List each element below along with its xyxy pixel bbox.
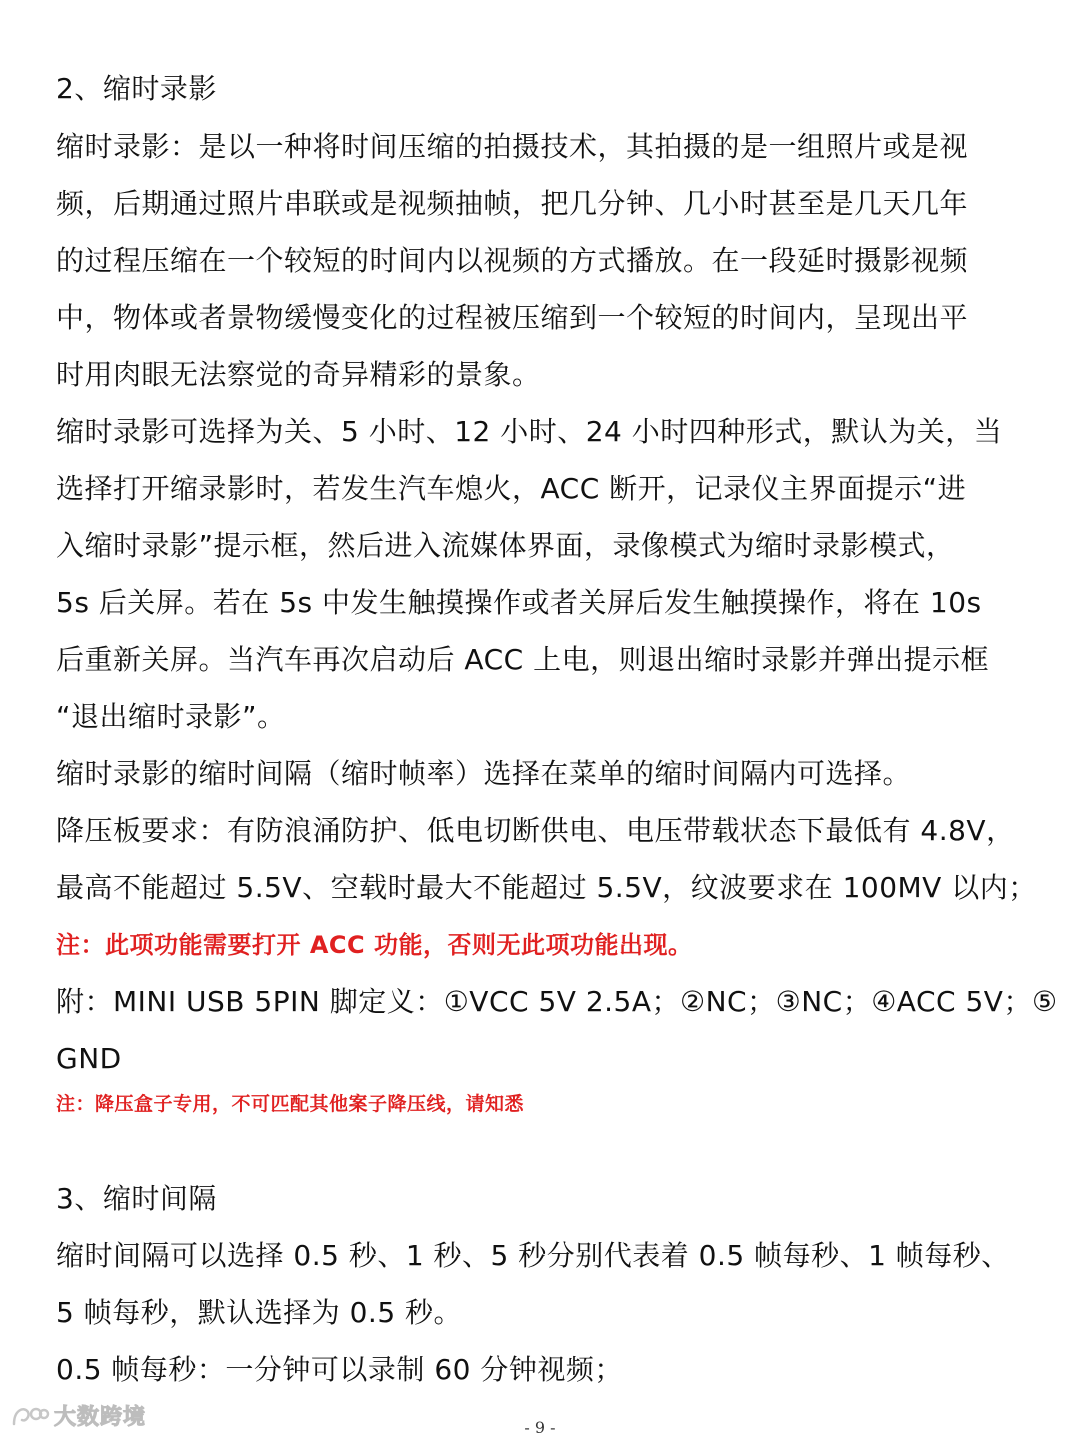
page-number: - 9 - [524,1418,556,1437]
pin-definition-line-1: 附：MINI USB 5PIN 脚定义：①VCC 5V 2.5A；②NC；③NC；④ACC 5V；⑤ [56,985,1058,1018]
section-2-paragraph-1-line-4: 中，物体或者景物缓慢变化的过程被压缩到一个较短的时间内，呈现出平 [56,301,969,334]
section-2-paragraph-1-line-5: 时用肉眼无法察觉的奇异精彩的景象。 [56,358,541,391]
section-2-paragraph-1-line-2: 频，后期通过照片串联或是视频抽帧，把几分钟、几小时甚至是几天几年 [56,187,969,220]
section-2-paragraph-2-line-1: 缩时录影可选择为关、5 小时、12 小时、24 小时四种形式，默认为关，当 [56,415,1003,448]
section-2-paragraph-2-line-3: 入缩时录影”提示框，然后进入流媒体界面，录像模式为缩时录影模式， [56,529,955,562]
section-3-paragraph-2: 0.5 帧每秒：一分钟可以录制 60 分钟视频； [56,1353,623,1386]
section-3-paragraph-1-line-2: 5 帧每秒，默认选择为 0.5 秒。 [56,1296,463,1329]
step-down-box-note: 注：降压盒子专用，不可匹配其他案子降压线，请知悉 [56,1093,525,1115]
section-2-paragraph-2-line-6: “退出缩时录影”。 [56,700,286,733]
section-2-paragraph-2-line-5: 后重新关屏。当汽车再次启动后 ACC 上电，则退出缩时录影并弹出提示框 [56,643,990,676]
section-2-paragraph-4-line-1: 降压板要求：有防浪涌防护、低电切断供电、电压带载状态下最低有 4.8V， [56,814,1015,847]
section-3-heading: 3、缩时间隔 [56,1182,217,1215]
section-2-paragraph-2-line-2: 选择打开缩录影时，若发生汽车熄火，ACC 断开，记录仪主界面提示“进 [56,472,967,505]
section-2-paragraph-3: 缩时录影的缩时间隔（缩时帧率）选择在菜单的缩时间隔内可选择。 [56,757,912,790]
section-2-paragraph-1-line-3: 的过程压缩在一个较短的时间内以视频的方式播放。在一段延时摄影视频 [56,244,969,277]
watermark-text: 大数跨境 [54,1405,147,1430]
section-2-paragraph-2-line-4: 5s 后关屏。若在 5s 中发生触摸操作或者关屏后发生触摸操作，将在 10s [56,586,982,619]
section-2-heading: 2、缩时录影 [56,72,217,105]
section-2-paragraph-1-line-1: 缩时录影：是以一种将时间压缩的拍摄技术，其拍摄的是一组照片或是视 [56,130,969,163]
section-2-paragraph-4-line-2: 最高不能超过 5.5V、空载时最大不能超过 5.5V，纹波要求在 100MV 以内； [56,871,1037,904]
pin-definition-line-2: GND [56,1042,122,1075]
section-3-paragraph-1-line-1: 缩时间隔可以选择 0.5 秒、1 秒、5 秒分别代表着 0.5 帧每秒、1 帧每秒、 [56,1239,1010,1272]
acc-requirement-note: 注：此项功能需要打开 ACC 功能，否则无此项功能出现。 [56,931,693,959]
